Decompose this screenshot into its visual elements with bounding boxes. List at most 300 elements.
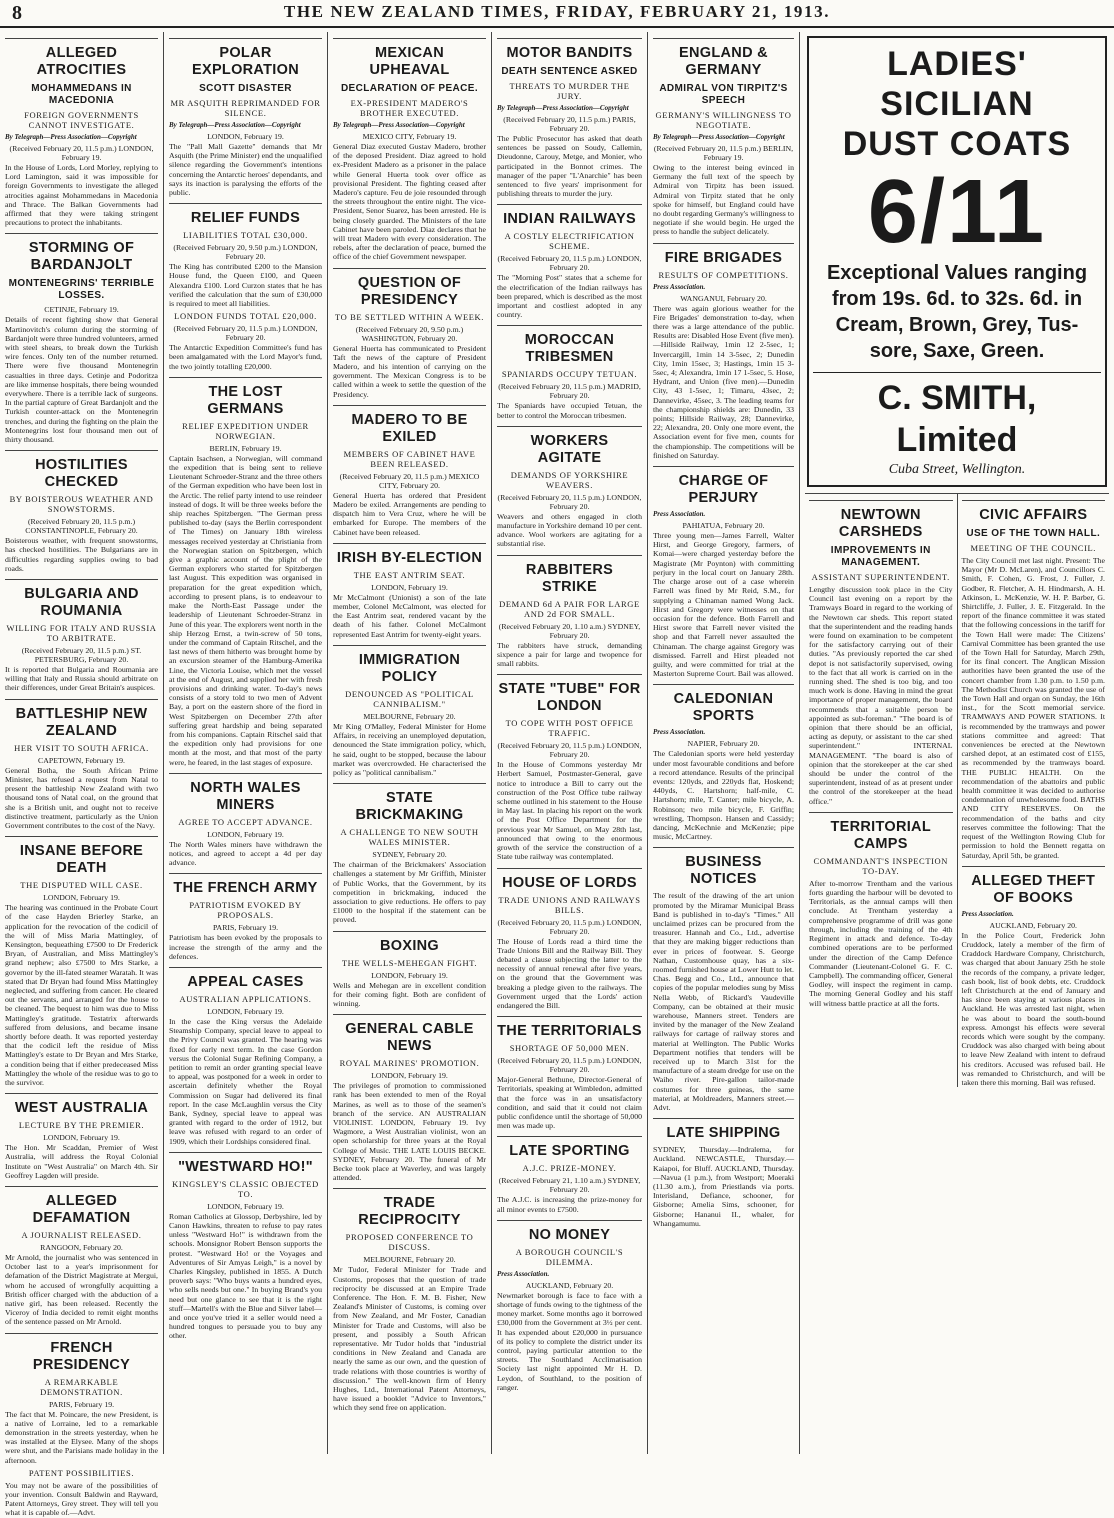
article-body: The Caledonian sports were held yesterday under most favourable conditions and before a record attendance. Results of the principal events: 120yds, and 220yds flat, Hoskend; 440yds, C. Hartshorn; half-mile, C. Hartshorn; mile, T. Canter; mile bicycle, A. Robinson; two mile bicycle, F. Griffin; wrestling, Thompson. Hansen and Cassidy; dancing, McKechnie and McKenzie; pipe music, McCartney. [653,749,794,842]
press-credit: By Telegraph—Press Association—Copyright [5,133,137,141]
article-body: Boisterous weather, with frequent snowstorms, has checked hostilities. The Bulgarians are in difficulties regarding supplies owing to bad roads. [5,536,158,573]
article-body: General Botha, the South African Prime Minister, has refused a request from Natal to present the battleship New Zealand with two thousand tons of Natal coal, on the ground that she is a British unit, and ought not to receive distinctive treatment, particularly as the Union Government contributes to the cost of the Navy. [5,765,158,830]
divider [333,38,486,39]
article-deck: ROYAL MARINES' PROMOTION. [339,1058,480,1069]
dateline: LONDON, February 19. [371,1071,448,1081]
press-credit: By Telegraph—Press Association—Copyright [497,104,629,112]
article-headline: IMMIGRATION POLICY [358,651,461,685]
article [169,967,322,1146]
divider [5,450,158,451]
page-number: 8 [12,2,22,24]
article-headline: MEXICAN UPHEAVAL [369,45,450,78]
divider [169,1152,322,1153]
divider [497,674,642,675]
article-headline: NO MONEY [528,1226,611,1243]
divider [5,1093,158,1094]
article [333,783,486,924]
article-headline: INSANE BEFORE DEATH [19,843,144,877]
article-headline: FRENCH PRESIDENCY [32,1339,131,1373]
advertisement-c-smith [807,36,1107,487]
article-headline: LATE SPORTING [509,1143,630,1160]
article-body: In the Police Court, Frederick John Cruddock, lately a member of the firm of Craddock Hardware Company, Christchurch, was charged that about January 25th he stole the records of the company, a private ledger, cash book, list of book debts, etc. Cruddock left Christchurch at the end of January and has since been staying at various places in Auckland. He was arrested last night, when he was about to board the south-bound express. Amongst his effects were several records which were sought by the company. Cruddock was also charged with being about to leave New Zealand with intent to defraud his creditors. Accused was refused bail. He was remanded to Christchurch, and will be taken there this morning. Bail was refused. [961,930,1105,1087]
article [5,1186,158,1327]
divider [653,1118,794,1119]
article-headline: MOTOR BANDITS [506,45,633,61]
article-deck: SPANIARDS OCCUPY TETUAN. [501,369,638,380]
ad-description: sore, Saxe, Green. [869,340,1045,362]
dateline: (Received February 20, 11.5 p.m.) MADRID, February 20. [498,382,641,401]
lower-right-column [958,494,1110,1087]
article-deck: PATENT POSSIBILITIES. [28,1467,135,1478]
article-headline: ALLEGED DEFAMATION [32,1192,131,1226]
divider [962,500,1106,501]
article-body: Patriotism has been evoked by the proposals to increase the strength of the army and the defences. [169,933,322,961]
article-deck: ASSISTANT SUPERINTENDENT. [811,572,950,582]
news-column [0,32,164,1518]
dateline: LONDON, February 19. [207,829,284,839]
dateline: MEXICO CITY, February 19. [362,132,457,141]
article-body: The hearing was continued in the Probate Court of the case Hayden Brierley Starke, an application for the revocation of the codicil of the will of Miss Maria Mattingley, of Kensington, bequeathing £7500 to Dr Frederick Bryan, of Australian, and Miss Mattingley's grand nephew; also £7500 to Mrs Starke, a governor by the ill-fated steamer Waratah. It was stated that Dr Bryan had found Miss Mattingley neglected, and suffering from cancer. He cleared out the servants, and arranged for the house to be cleaned. The bequest to him was due to Miss Mattingley's gratitude. Testatrix afterwards suffered from delusions, and became insane shortly before death. It was reported yesterday that the codicil left the residue of Miss Mattingley's estate to Dr Bryan and Mrs Starke, a condition being that if either predeceased Miss Mattingley the whole of the residue was to go to the survivor. [5,903,158,1087]
article-subheading: ADMIRAL VON TIRPITZ'S SPEECH [659,83,788,106]
divider [333,405,486,406]
divider [5,1333,158,1334]
article-headline: "WESTWARD HO!" [178,1158,313,1175]
article [497,1016,642,1130]
article-headline: ALLEGED ATROCITIES [36,45,127,78]
article-headline: BULGARIA AND ROUMANIA [24,586,139,620]
article [333,268,486,399]
ad-line-1: LADIES' SICILIAN [880,45,1034,123]
article-headline: BOXING [380,937,439,954]
lower-left-column [805,494,958,1087]
press-credit: By Telegraph—Press Association—Copyright [653,133,785,141]
article-deck: HER VISIT TO SOUTH AFRICA. [14,742,149,753]
article-deck: DEMAND 6d A PAIR FOR LARGE AND 2d FOR SMALL. [499,598,640,619]
dateline: LONDON, February 19. [43,893,120,903]
press-credit: Press Association. [653,282,706,291]
article-body: In the House of Commons yesterday Mr Herbert Samuel, Postmaster-General, gave notice to introduce a Bill to carry out the construction of the Post Office tube railway scheme outlined in his statement to the House in May last. In placing his report on the work of the Post Office Department for the previous year Mr Samuel, on May 28th last, announced that owing to the enormous growth of the service the construction of a State tube railway was contemplated. [497,760,642,862]
article [333,1014,486,1182]
dateline: CETINJE, February 19. [44,305,119,315]
article-deck: A JOURNALIST RELEASED. [21,1229,142,1240]
article-body: The Spaniards have occupied Tetuan, the better to control the Moroccan tribesmen. [497,401,642,420]
article-deck: RELIEF EXPEDITION UNDER NORWEGIAN. [182,420,309,441]
article [497,426,642,549]
article-headline: THE LOST GERMANS [207,383,284,417]
article-body: Captain Isachsen, a Norwegian, will command the expedition that is being sent to relieve Lieutenant Schroeder-Stranz and the three others of the German expedition who have been lost in the Arctic. The relief party intend to use reindeer instead of dogs. It will be three weeks before the ship reaches Spitzbergen. "The German press published to-day (says the Berlin correspondent of The Times) on January 18th wireless messages received yesterday at Christiania from the Norwegian station on Spitzbergen, which give a graphic account of the plight of the German explorers who started for Spitzbergen last August. This expedition was organised in preparation for the great expedition which, according to present plans, is to endeavour to make the North-East Passage under the leadership of Lieutenant Schroeder-Stranz in June of this year. The explorers went north in the ship Herzog Ernst, a twin-screw of 50 tons, under the command of Captain Ritschel, and the last news of them hitherto was brought home by an excursion steamer of the Hamburg-Amerika Line, the Victoria Louise, which met the vessel at the end of August, and supplied her with fresh provisions and drinking water. To-day's news consists of a story told to two men of Advent Bay, a port on the eastern shore of the fiord in West Spitzbergen on December 27th after suffering great hardship and being separated from his companions. Captain Ritschel said that the expedition only had provisions for one month at the most, and that most of the party were, he feared, in the last stages of exposure. [169,453,322,767]
article-deck: TRADE UNIONS AND RAILWAYS BILLS. [498,894,641,915]
article-headline: NORTH WALES MINERS [190,779,301,813]
divider [497,1136,642,1137]
news-column [648,32,800,1454]
press-credit: Press Association. [961,909,1014,918]
article-headline: CHARGE OF PERJURY [678,473,769,507]
article [169,203,322,308]
article-deck: A COSTLY ELECTRIFICATION SCHEME. [504,231,635,252]
newspaper-title: THE NEW ZEALAND TIMES, FRIDAY, FEBRUARY 21, 1913. [283,2,831,21]
article-headline: THE TERRITORIALS [497,1023,642,1040]
divider [5,233,158,234]
dateline: (Received February 20, 11.5 p.m.) LONDON, February 19. [9,144,154,162]
ad-firm-name: C. SMITH, Limited [813,372,1101,461]
article-headline: CALEDONIAN SPORTS [673,691,774,725]
dateline: RANGOON, February 20. [40,1242,123,1252]
divider [169,377,322,378]
article-body: The fact that M. Poincare, the new President, is a native of Lorraine, led to a remarkable demonstration in the streets yesterday, when he was installed at the Elysee. Many of the shops were shut, and the Parisians made holiday in the afternoon. [5,1409,158,1465]
article-body: There was again glorious weather for the Fire Brigades' demonstration to-day, when there was a large attendance of the public. Results are: Disabled Hose Event (five men).—Hillside Railway, 1min 12 2-5sec, 1; Invercargill, 1min 14 3-5sec, 2; Dunedin City, 1min 15sec, 3; Hastings, 1min 15 3-5sec, 4; Alexandra, 1min 17 1-5sec, 5. Hose, Hydrant, and Union (five men).—Dunedin City, 43 1-5sec, 1; Timaru, 43sec, 2; Dannevirke, 45sec, 3. The leading teams for the championship shields are: Dunedin, 33 points; Hillside Railway, 28; Dannevirke, 22; Alexandra, 20. Only one more event, the Association event for five men, counts for the championship. The competitions will be finished on Saturday. [653,303,794,460]
article-deck: A.J.C. PRIZE-MONEY. [522,1163,617,1174]
article-headline: CIVIC AFFAIRS [979,507,1088,523]
divider [962,866,1106,867]
article-deck: MR ASQUITH REPRIMANDED FOR SILENCE. [170,98,321,118]
dateline: (Received February 20, 11.5 p.m.) MEXICO CITY, February 20. [339,471,480,490]
article-deck: LONDON FUNDS TOTAL £20,000. [174,311,317,322]
article-body: The result of the drawing of the art union promoted by the Miramar Municipal Brass Band is published in to-day's "Times." All unclaimed prizes can be procured from the treasurer. Hannah and Co., Ltd., advertise that they are making bigger reductions than ever in prices of footwear. S. George Nathan, Customhouse quay, has a six-roomed furnished house at Lower Hutt to let. Chas. Begg and Co., Ltd., announce that copies of the popular melodies sung by Miss Nella Webb, of Rickard's Vaudeville Company, can be obtained at their music warehouse, Manners street. Tenders are invited by the manager of the New Zealand railways for cartage of railway stores and material at Wellington. The Public Works Department notifies that tenders will be received up to March 31st for the manufacture of a steam dredge for use on the Waiho river. Pire-gallon tailor-made costumes for three guineas, the same material, at Moldreaders, Manners street.—Advt. [653,891,794,1113]
divider [333,1014,486,1015]
article-headline: TRADE RECIPROCITY [358,1195,461,1229]
dateline: (Received February 20, 9.50 p.m.) LONDON, February 20. [173,243,318,262]
article-deck: PROPOSED CONFERENCE TO DISCUSS. [345,1232,474,1253]
ad-description: Exceptional Values ranging [826,262,1088,284]
divider [497,1220,642,1221]
article-subheading: DEATH SENTENCE ASKED [501,66,638,77]
ad-description: Cream, Brown, Grey, Tus- [835,314,1079,336]
article [5,699,158,830]
masthead [0,0,1114,28]
divider [497,426,642,427]
divider [653,684,794,685]
article-body: The House of Lords read a third time the Trade Unions Bill and the Railway Bill. They debated a clause subjecting the latter to the necessity of annual renewal after five years, on the ground that the Government was breaking a pledge given to the railways. The Government urged that the Lords' action endangered the Bill. [497,936,642,1010]
dateline: WANGANUI, February 20. [680,293,767,303]
divider [497,555,642,556]
article-body: The chairman of the Brickmakers' Association challenges a statement by Mr Griffith, Minister of Public Works, that the Government, by its competition in brickmaking, induced the association to give reductions. He offers to pay £1000 to the hospital if the statement can be proved. [333,860,486,925]
article-body: Roman Catholics at Glossop, Derbyshire, led by Canon Hawkins, threaten to refuse to pay rates unless "Westward Ho!" is withdrawn from the schools. Monsignor Robert Benson supports the protest. "Westward Ho! or the Voyages and Adventures of Sir Amyas Leigh," is a novel by Charles Kingsley, published in 1855. A Dutch proverb says: "Who buys wants a hundred eyes, who sells needs but one." In buying Brand's you need but one glance to see that it is the right stuff—Martell's with the Blue and Silver label—and once you've tried it a seller would need a hundred tongues to persuade you to buy any other. [169,1211,322,1341]
dateline: (Received February 20, 11.5 p.m.) LONDON, February 20. [497,492,642,511]
article [333,645,486,777]
divider [333,645,486,646]
article-body: Mr Arnold, the journalist who was sentenced in October last to a year's imprisonment for defamation of the District Magistrate at Mergui, whom he accused of wrongfully acquitting a British officer charged with the abduction of a native girl, has been released. Recently the Viceroy of India decided to remit eight months of the sentence passed on Mr Arnold. [5,1252,158,1327]
article [962,500,1106,860]
dateline: (Received February 20, 11.5 p.m.) ST. PETERSBURG, February 20. [21,646,142,665]
article-deck: THE EAST ANTRIM SEAT. [353,569,466,580]
article-headline: ENGLAND & GERMANY [679,45,768,78]
article-headline: MOROCCAN TRIBESMEN [524,332,615,366]
article-body: The A.J.C. is increasing the prize-money for all minor events to £7500. [497,1195,642,1214]
divider [5,699,158,700]
press-credit: By Telegraph—Press Association—Copyright [333,121,465,129]
article [169,773,322,868]
divider [5,38,158,39]
dateline: LONDON, February 19. [43,1133,120,1143]
article-subheading: USE OF THE TOWN HALL. [966,528,1101,539]
article-body: Weavers and others engaged in cloth manufacture in Yorkshire demand 10 per cent. advance. Wool workers are agitating for a substantial rise. [497,511,642,549]
article-headline: ALLEGED THEFT OF BOOKS [971,872,1096,906]
article [497,868,642,1011]
article-body: Owing to the interest being evinced in Germany the full text of the speech by Admiral von Tirpitz has been issued. Admiral von Tirpitz stated that he only spoke for himself, but England could have no doubt regarding Germany's willingness to negotiate if she would begin. He urged the press to handle the subject delicately. [653,163,794,237]
article-headline: INDIAN RAILWAYS [503,211,636,228]
ad-address: Cuba Street, Wellington. [888,462,1026,477]
article [333,405,486,537]
article-body: Details of recent fighting show that General Martinovitch's column during the storming of Bardanjolt were three hundred volunteers, armed with steel shears, to break down the Turkish wire fences. Only ten of the number returned. There were five thousand Montenegrin casualties in three days. Cetinje and Podoritza are like immense hospitals, there being wounded everywhere. There is a terrible lack of surgeons. In the partial capture of Great Bardanjolt and the Turkish counter-attack on the Montenegrin trenches, and during the fighting on the plain the Montenegrins lost four thousand men out of thirty thousand. [5,315,158,445]
article-body: The Antarctic Expedition Committee's fund has been amalgamated with the Lord Mayor's fund, the two jointly totalling £20,000. [169,343,322,371]
divider [169,203,322,204]
divider [497,204,642,205]
article-headline: BATTLESHIP NEW ZEALAND [15,705,148,739]
article-subheading: MONTENEGRINS' TERRIBLE LOSSES. [8,278,155,302]
article [497,325,642,419]
article-body: Three young men—James Farrell, Walter Hirst, and George Gregory, farmers, of Komai—were charged yesterday before the Magistrate (Mr Poynton) with committing perjury in the local court on January 28th. The charge arose out of a case wherein Farrell was fined by Mr Reid, S.M., for supplying a Chinaman named Wong Jack. Hirst and Gregory were witnesses on that occasion for the defence. Both Farrell and Hirst swore that Farrell never visited the shop and that Farrell never assaulted the Chinaman. The charge against Gregory was dismissed. Farrell and Hirst pleaded not guilty, and were committed for trial at the Masterton Supreme Court. Bail was allowed. [653,531,794,679]
dateline: (Received February 20, 9.50 p.m.) WASHINGTON, February 20. [355,324,464,343]
divider [809,500,953,501]
article-body: Newmarket borough is face to face with a shortage of funds owing to the tightness of the money market. Some months ago it borrowed £30,000 from the Government at 3½ per cent. It has expended about £20,000 in pursuance of its policy to complete the district under its control, paying particular attention to the streets. The Southland Acclimatisation Society last night appointed Mr H. D. Leydon, of Southland, to the position of ranger. [497,1290,642,1392]
article-headline: HOUSE OF LORDS [502,874,637,891]
article [497,204,642,319]
article-body: The City Council met last night. Present: The Mayor (Mr D. McLaren), and Councillors C. Smith, F. Cohen, G. Frost, J. Fuller, J. Godber, R. Fletcher, A. H. Hindmarsh, A. H. Atkinson, L. McKenzie, W. H. P. Barber, G. Shirtcliffe, J. Fuller, J. E. Fitzgerald. In the report of the finance committee it was stated that the following concessions in the tariff for the Town Hall were made: The Citizens' Carnival Committee has been granted the use of the Town Hall for Saturday, March 29th, for its final concert. The Anglican Mission authorities have been granted the use of the concert chamber from 1.30 p.m. to 1.50 p.m. The Methodist Church was granted the use of the Town Hall and organ on Sunday, the 16th inst., for the Scott memorial service. TRAMWAYS AND POWER STATIONS. It is recommended by the tramways and power stations committee and agreed: That conveniences be erected at the Newtown carshed depot, at an estimated cost of £155, as recommended by the tramways board. THE PUBLIC HEALTH. On the recommendation of the abattoirs and public health committee it was decided to authorise condemnation of unwholesome food. BATHS AND CITY RESERVES. On the recommendation of the baths and city reserves committee the following: That the request of the Wellington Rowing Club for permission to hold the Bennett regatta on Saturday, April 5th, be granted. [961,556,1105,860]
article-deck: THREATS TO MURDER THE JURY. [509,81,630,101]
article-headline: TERRITORIAL CAMPS [830,818,931,852]
dateline: MELBOURNE, February 20. [363,711,456,721]
article-subheading: MOHAMMEDANS IN MACEDONIA [31,83,132,106]
article [169,38,322,197]
article-body: The "Pall Mall Gazette" demands that Mr Asquith (the Prime Minister) end the unqualified silence regarding the Government's intentions concerning the Antarctic heroes' dependants, and says its inaction is paralysing the efforts of the public. [169,142,322,198]
divider [653,38,794,39]
right-section [800,32,1114,1454]
article [653,38,794,237]
divider [497,38,642,39]
dateline: (Received February 20, 11.5 p.m.) PARIS, February 20. [503,115,636,133]
dateline: PAHIATUA, February 20. [682,521,765,531]
article-deck: LECTURE BY THE PREMIER. [18,1120,145,1131]
article-deck: BY BOISTEROUS WEATHER AND SNOWSTORMS. [9,494,154,515]
article-subheading: IMPROVEMENTS IN MANAGEMENT. [830,545,931,568]
dateline: CAPETOWN, February 19. [38,755,125,765]
news-column [328,32,492,1454]
article [653,243,794,460]
article-deck: WILLING FOR ITALY AND RUSSIA TO ARBITRATE. [6,623,157,644]
article-body: The King has contributed £200 to the Mansion House fund, the Queen £100, and Queen Alexandra £100. Lord Curzon states that he has verified the calculation that the sum of £30,000 is required to meet all liabilities. [169,262,322,309]
article-body: Lengthy discussion took place in the City Council last evening on a report by the Tramways Board in regard to the working of the Newtown car sheds. This report stated that the superintendent and the reading hands were found on examination to be competent for the satisfactory carrying out of their duties. "As previously reported the car shed depot is not satisfactorily supervised, owing to the fact that all work is carried on in the running shed. The shed is too big, and too much work is done. Having in mind the great importance of proper management, the board recommends that a suitable person be appointed as sub-foreman." "The board is of opinion that there should be an official, acting as deputy, or assistant to the car shed superintendent." INTERNAL MANAGEMENT. "The board is also of opinion that the storekeeper at the car shed should be under the control of the superintendent, instead of as at present under the control of the storekeeper at the head office." [809,585,953,806]
divider [497,868,642,869]
dateline: NAPIER, February 20. [687,739,760,749]
divider [497,325,642,326]
article [497,555,642,669]
news-column [492,32,648,1454]
article [5,450,158,573]
article-deck: AUSTRALIAN APPLICATIONS. [179,993,312,1004]
article-subheading: SCOTT DISASTER [199,83,292,94]
article-body: In the case the King versus the Adelaide Steamship Company, special leave to appeal to the Privy Council was granted. The hearing was fixed for early next term. In the case Gordon versus the Colonial Sugar Refining Company, a petition to remit an order granting special leave to appeal, was postponed for a week in order to ascertain definitely whether the Royal Commission on Sugar had delivered its final report. In the case McLaughlin versus the City Bank, Sydney, special leave to appeal was granted with regard to the order of 1912, but leave was refused with regard to an order of 1909, which their Lordships considered final. [169,1016,322,1146]
article-deck: MEETING OF THE COUNCIL. [970,543,1097,553]
article [5,1468,158,1518]
article-body: In the House of Lords, Lord Morley, replying to Lord Lamington, said it was impossible for foreign Governments to investigate the alleged atrocities against Mohammedans in Macedonia and Thrace. The Balkan Governments had affirmed that they were taking stringent precautions to protect the inhabitants. [5,163,158,228]
divider [653,466,794,467]
article-deck: AGREE TO ACCEPT ADVANCE. [178,816,313,827]
article [5,1093,158,1180]
divider [5,836,158,837]
article [653,847,794,1112]
divider [809,812,953,813]
article-headline: STORMING OF BARDANJOLT [28,240,135,274]
article-deck: MEMBERS OF CABINET HAVE BEEN RELEASED. [343,448,476,469]
article-headline: POLAR EXPLORATION [192,45,299,78]
article-deck: EX-PRESIDENT MADERO'S BROTHER EXECUTED. [350,98,469,118]
article-deck: RESULTS OF COMPETITIONS. [658,269,789,280]
article-body: The Public Prosecutor has asked that death sentences be passed on Soudy, Callemin, Dieudonne, Carouy, Metge, and Monier, who participated in the Bonnot crimes. The manager of the paper "L'Anarchie" has been sentenced to five years' imprisonment for publishing threats to murder the jury. [497,134,642,199]
article-body: After to-morrow Trentham and the various forts guarding the harbour will be devoted to Territorials, as the annual camps will then conclude. At Trentham yesterday a comprehensive programme of drill was gone through, including the training of the 4th Regiment in attack and defence. To-day combined operations are to be performed under the direction of the Camp Defence Commander (Lieutenant-Colonel G. F. C. Campbell). The commanding officer, General Godley, will inspect the regiment in camp. The morning General Godley and his staff will witness battle practice at all the forts. [809,878,953,1008]
divider [333,268,486,269]
dateline: (Received February 20, 11.5 p.m.) LONDON, February 20. [497,254,642,273]
article-body: General Huerta has ordered that President Madero be exiled. Arrangements are pending to dispatch him to Vera Cruz, where he will be embarked for Europe. The members of the Cabinet have been released. [333,490,486,537]
article-headline: THE FRENCH ARMY [173,880,318,897]
article-deck: TO BE SETTLED WITHIN A WEEK. [334,311,484,322]
ad-line-2: DUST COATS [842,125,1072,163]
divider [497,1016,642,1017]
article-body: Major-General Bethune, Director-General of Territorials, speaking at Wimbledon, admitted that the force was in an unsatisfactory condition, and said that it could not claim public confidence until the shortage of 50,000 men was made up. [497,1075,642,1131]
dateline: (Received February 20, 11.5 p.m.) CONSTANTINOPLE, February 20. [25,517,138,536]
lower-right-columns [805,493,1109,1087]
article-deck: DENOUNCED AS "POLITICAL CANNIBALISM." [345,688,474,709]
article-headline: RABBITERS STRIKE [525,561,614,595]
divider [169,873,322,874]
article-headline: LATE SHIPPING [666,1125,781,1142]
article-headline: WORKERS AGITATE [530,432,609,466]
article [962,866,1106,1087]
article-deck: COMMANDANT'S INSPECTION TO-DAY. [813,855,949,876]
article-deck: A BOROUGH COUNCIL'S DILEMMA. [515,1246,624,1267]
dateline: LONDON, February 19. [207,132,284,141]
dateline: (Received February 20, 11.5 p.m.) LONDON, February 20. [497,741,642,760]
article-subheading: DECLARATION OF PEACE. [340,83,479,94]
dateline: AUCKLAND, February 20. [525,1280,614,1290]
article [333,1188,486,1412]
article [5,233,158,444]
dateline: (Received February 20, 1.10 a.m.) SYDNEY, February 20. [498,621,641,640]
article-body: The rabbiters have struck, demanding sixpence a pair for large and twopence for small rabbits. [497,640,642,669]
dateline: BERLIN, February 19. [209,443,282,453]
article-headline: WEST AUSTRALIA [14,1100,149,1117]
dateline: SYDNEY, February 20. [372,850,447,860]
article [169,311,322,371]
article [5,579,158,693]
dateline: PARIS, February 19. [48,1399,115,1409]
article [333,931,486,1009]
article-headline: NEWTOWN CARSHEDS [838,507,923,540]
article-deck: THE DISPUTED WILL CASE. [20,880,143,891]
article [653,1118,794,1228]
dateline: LONDON, February 19. [207,1006,284,1016]
article-body: It is reported that Bulgaria and Roumania are willing that Italy and Russia should arbitrate on their differences, under Great Britain's auspices. [5,665,158,693]
article-body: The "Morning Post" states that a scheme for the electrification of the Indian railways has been prepared, which is described as the most important and costliest adopted in any country. [497,273,642,320]
article [497,1136,642,1213]
article-headline: QUESTION OF PRESIDENCY [357,274,462,308]
dateline: LONDON, February 19. [371,582,448,592]
divider [333,543,486,544]
article-deck: A CHALLENGE TO NEW SOUTH WALES MINISTER. [340,827,479,848]
article [5,1333,158,1465]
article-body: Mr Tudor, Federal Minister for Trade and Customs, proposes that the question of trade reciprocity be discussed at an Empire Trade Conference. The Hon. F. M. B. Fisher, New Zealand's Minister of Customs, is coming over from New Zealand, and Mr Foster, Canadian Minister for Trade and Customs, will also be present, and possibly a South African representative. Mr Tudor holds that "industrial conditions in New Zealand and Canada are nearly the same as our own, and the question of trade relations with those countries is worthy of discussion." The well-known firm of Henry Hughes, Ltd., International Patent Attorneys, have issued a booklet "Advice to Inventors," which they send free on application. [333,1265,486,1413]
article-headline: STATE BRICKMAKING [355,790,464,824]
divider [169,38,322,39]
article [497,674,642,861]
news-column [164,32,328,1454]
press-credit: Press Association. [653,510,706,519]
article-headline: APPEAL CASES [187,973,304,990]
dateline: (Received February 20, 11.5 p.m.) LONDON, February 20. [497,1056,642,1075]
divider [5,1186,158,1187]
article-body: Mr King O'Malley, Federal Minister for Home Affairs, in receiving an unemployed deputation, denounced the State immigration policy, which, he said, ought to be stopped, because the labour market was overcrowded. He characterised the policy as "political cannibalism." [333,721,486,777]
article-deck: SHORTAGE OF 50,000 MEN. [509,1043,630,1054]
article [809,812,953,1008]
divider [333,931,486,932]
article-deck: A REMARKABLE DEMONSTRATION. [40,1376,123,1397]
dateline: (Received February 20, 11.5 p.m.) LONDON, February 20. [173,324,318,343]
article-body: General Diaz executed Gustav Madero, brother of the deposed President. Diaz agreed to hold ex-President Madero as a prisoner in the palace while General Huerta took over office as provisional President. The fighting ceased after Madero's capture. Feu de joie resounded through the streets throughout the entire night. The vice-President, Senor Suarez, has been arrested. He is being closely guarded. The Ministers of the late Cabinet have been paroled. Diaz declares that he will treat Madero with every consideration. The rebels, after the declaration of peace, burned the office of the chief Government newspaper. [333,142,486,262]
article-headline: RELIEF FUNDS [190,210,301,227]
article-body: The Hon. Mr Scaddan, Premier of West Australia, will address the Royal Colonial Institute on "West Australia" on March 4th. Sir Geoffrey Lagden will preside. [5,1143,158,1180]
article-deck: THE WELLS-MEHEGAN FIGHT. [341,957,478,968]
article [497,38,642,198]
article-body: SYDNEY, Thursday.—Indralema, for Auckland. NEWCASTLE, Thursday.—Kaiapoi, for Bluff. AUCKLAND, Thursday.—Navua (1 p.m.), from Westport; Moeraki (11.30 a.m.), from Priestlands via ports. Interisland, Defiance, schooner, for Gisborne; Amelia Sims, schooner, for Gisborne; Hananui II., whaler, for Whangamumu. [653,1145,794,1228]
divider [5,579,158,580]
article [333,38,486,262]
divider [169,967,322,968]
divider [333,783,486,784]
article-body: General Huerta has communicated to President Taft the news of the capture of President Madero, and his intention of carrying on the government. The Mexican Congress is to be called within a week to settle the question of the Presidency. [333,343,486,399]
dateline: (Received February 20, 11.5 p.m.) BERLIN, February 19. [653,144,794,162]
article [653,466,794,678]
article-headline: IRISH BY-ELECTION [336,549,483,566]
dateline: LONDON, February 19. [371,970,448,980]
dateline: LONDON, February 19. [207,1201,284,1211]
dateline: (Received February 21, 1.10 a.m.) SYDNEY, February 20. [498,1176,641,1195]
article-body: Wells and Mehegan are in excellent condition for their coming fight. Both are confident of winning. [333,980,486,1008]
article-body: The North Wales miners have withdrawn the notices, and agreed to accept a 4d per day advance. [169,839,322,868]
article-deck: PATRIOTISM EVOKED BY PROPOSALS. [189,900,302,921]
dateline: PARIS, February 19. [212,923,279,933]
press-credit: Press Association. [497,1269,550,1278]
article [333,543,486,639]
article-body: You may not be aware of the possibilities of your invention. Consult Baldwin and Rayward, Patent Attorneys, Grey street. They will tell you what it is capable of.—Advt. [5,1480,158,1518]
dateline: (Received February 20, 11.5 p.m.) LONDON, February 20. [497,917,642,936]
article-deck: TO COPE WITH POST OFFICE TRAFFIC. [505,718,634,739]
article-headline: GENERAL CABLE NEWS [345,1021,474,1055]
article-headline: BUSINESS NOTICES [685,854,762,888]
ad-price: 6/11 [867,162,1047,262]
article [169,1152,322,1341]
article [169,873,322,961]
ad-description: from 19s. 6d. to 32s. 6d. in [831,288,1083,310]
article [169,377,322,767]
divider [169,773,322,774]
article-deck: LIABILITIES TOTAL £30,000. [183,230,308,241]
article-headline: HOSTILITIES CHECKED [35,457,128,491]
article [5,836,158,1087]
article-deck: GERMANY'S WILLINGNESS TO NEGOTIATE. [655,110,792,130]
article-headline: STATE "TUBE" FOR LONDON [498,681,641,715]
article-body: The privileges of promotion to commissioned rank has been extended to men of the Royal Marines, as well as to those of the seamen's branch of the service. AN AUSTRALIAN VIOLINIST. LONDON, February 19. Ivy Wagmore, a West Australian violinist, won an open scholarship for three years at the Royal College of Music. THE LATE LOUIS BECKE. SYDNEY, February 20. The funeral of Mr Becke took place at Waverley, and was largely attended. [333,1081,486,1183]
divider [653,847,794,848]
article-deck: FOREIGN GOVERNMENTS CANNOT INVESTIGATE. [24,110,139,130]
article [653,684,794,841]
article-deck: DEMANDS OF YORKSHIRE WEAVERS. [510,469,629,490]
article [497,1220,642,1392]
article [5,38,158,227]
dateline: AUCKLAND, February 20. [989,920,1077,930]
divider [333,1188,486,1189]
press-credit: By Telegraph—Press Association—Copyright [169,121,301,129]
dateline: MELBOURNE, February 20. [363,1255,456,1265]
article-headline: MADERO TO BE EXILED [351,411,468,445]
